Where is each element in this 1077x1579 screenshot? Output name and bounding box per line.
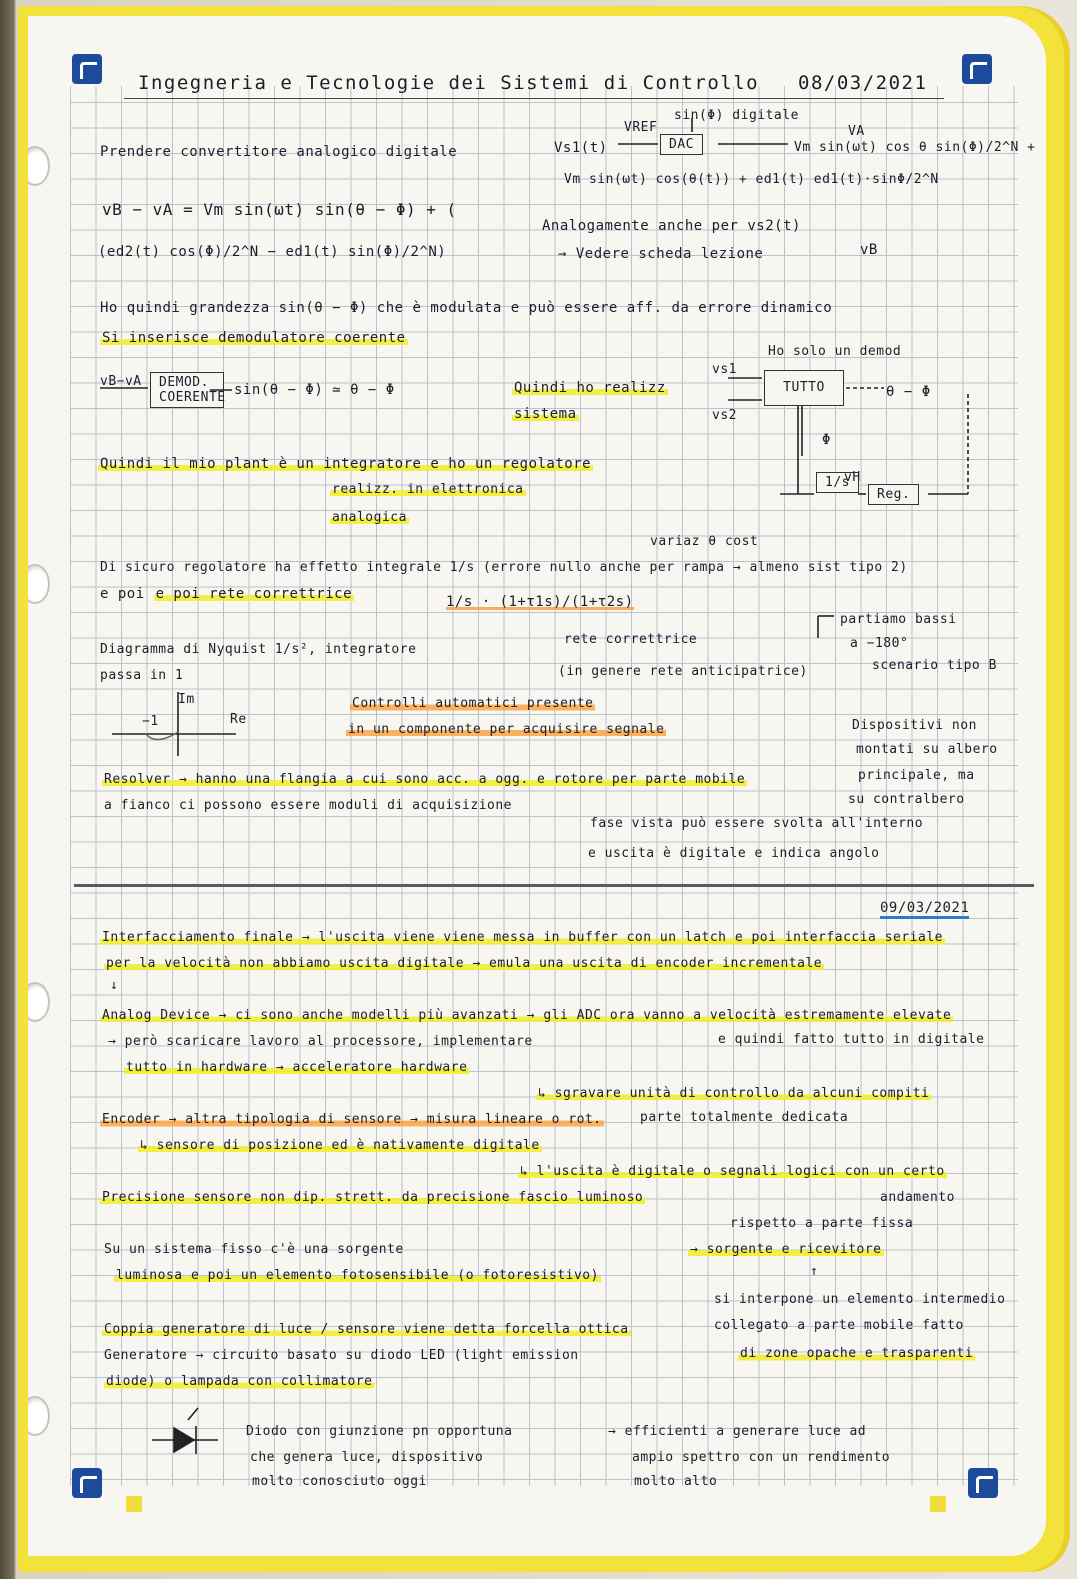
- note-line: Generatore → circuito basato su diodo LED (light emission: [104, 1348, 579, 1363]
- highlighted-text: Quindi ho realizz: [514, 380, 666, 396]
- diode-icon: [188, 1408, 198, 1420]
- highlighted-text: realizz. in elettronica: [332, 482, 524, 497]
- axis-re-label: Re: [230, 712, 247, 727]
- note-line: ampio spettro con un rendimento: [632, 1450, 891, 1465]
- axis-im-label: Im: [178, 692, 195, 707]
- vs2-label: vs2: [712, 408, 737, 423]
- page-title: Ingegneria e Tecnologie dei Sistemi di Controllo: [138, 72, 760, 94]
- note-line: andamento: [880, 1190, 955, 1205]
- highlighted-text: di zone opache e trasparenti: [740, 1346, 974, 1361]
- highlighted-text: analogica: [332, 510, 407, 525]
- demod-input: vB−vA: [100, 374, 142, 389]
- highlighted-text: Analog Device → ci sono anche modelli più avanzati → gli ADC ora vanno a velocità estremamente elevate: [102, 1008, 952, 1023]
- highlighted-text: luminosa e poi un elemento fotosensibile (o fotoresistivo): [116, 1268, 599, 1283]
- note-line: e quindi fatto tutto in digitale: [718, 1032, 985, 1047]
- transfer-function: 1/s · (1+τ1s)/(1+τ2s): [446, 594, 634, 610]
- diode-icon: [174, 1428, 194, 1452]
- dac-output: Vm sin(ωt) cos θ sin(Φ)/2^N +: [794, 140, 1036, 155]
- note-line: rispetto a parte fissa: [730, 1216, 914, 1231]
- note-line: partiamo bassi: [840, 612, 957, 627]
- integrator-block: 1/s: [816, 472, 859, 493]
- demod-block: DEMOD. COERENTE: [150, 372, 224, 408]
- note-line: molto conosciuto oggi: [252, 1474, 427, 1489]
- tutto-block: TUTTO: [764, 370, 844, 406]
- arrow-up: ↑: [810, 1264, 819, 1279]
- note-line: rete correttrice: [564, 632, 698, 647]
- regulator-block: Reg.: [868, 484, 919, 505]
- block-diagram-caption: Ho solo un demod: [768, 344, 902, 359]
- note-line: a fianco ci possono essere moduli di acquisizione: [104, 798, 513, 813]
- note-line: scenario tipo B: [872, 658, 997, 673]
- note-line: Analogamente anche per vs2(t): [542, 218, 801, 234]
- note-line: Di sicuro regolatore ha effetto integrale 1/s (errore nullo anche per rampa → almeno sist tipo 2): [100, 560, 908, 575]
- highlighted-text: Encoder → altra tipologia di sensore → misura lineare o rot.: [102, 1112, 602, 1127]
- equation: vB − vA = Vm sin(ωt) sin(θ − Φ) + (: [102, 200, 457, 219]
- note-line: Su un sistema fisso c'è una sorgente: [104, 1242, 404, 1257]
- highlighted-text: e poi rete correttrice: [155, 586, 353, 602]
- note-line: passa in 1: [100, 668, 184, 683]
- highlighted-text: ↳ l'uscita è digitale o segnali logici con un certo: [520, 1164, 945, 1179]
- vh-label: vH: [844, 470, 861, 485]
- vs1-label: vs1: [712, 362, 737, 377]
- note-line: (in genere rete anticipatrice): [558, 664, 808, 679]
- note-line: Prendere convertitore analogico digitale: [100, 144, 458, 160]
- note-line: su contralbero: [848, 792, 965, 807]
- note-line: → Vedere scheda lezione: [558, 246, 764, 262]
- nyquist-curve: [146, 732, 178, 740]
- highlighted-text: Controlli automatici presente: [352, 696, 594, 711]
- highlighted-text: Interfacciamento finale → l'uscita viene viene messa in buffer con un latch e poi interfaccia seriale: [102, 930, 943, 945]
- dac-output-line2: Vm sin(ωt) cos(θ(t)) + ed1(t) ed1(t)·sinΦ/2^N: [564, 172, 939, 187]
- note-line: → efficienti a generare luce ad: [608, 1424, 867, 1439]
- note-line: Diodo con giunzione pn opportuna: [246, 1424, 513, 1439]
- vb-label: vB: [860, 242, 878, 258]
- arrow-down: ↓: [110, 978, 119, 993]
- highlighted-text: Resolver → hanno una flangia a cui sono acc. a ogg. e rotore per parte mobile: [104, 772, 746, 787]
- note-line: che genera luce, dispositivo: [250, 1450, 484, 1465]
- dac-digital-input: sin(Φ) digitale: [674, 108, 799, 123]
- dac-va-label: VA: [848, 124, 865, 139]
- note-line: a −180°: [850, 636, 909, 651]
- highlighted-text: Precisione sensore non dip. strett. da precisione fascio luminoso: [102, 1190, 644, 1205]
- highlighted-text: ↳ sgravare unità di controllo da alcuni compiti: [538, 1086, 930, 1101]
- note-line: montati su albero: [856, 742, 998, 757]
- notebook-page: Ingegneria e Tecnologie dei Sistemi di Controllo 08/03/2021 Prendere convertitore analogico digitale VREF sin(Φ) digitale DAC Vs1(t) Vm sin(ωt) cos θ sin(Φ)/2^N + VA Vm sin(ωt) cos(θ(t)) + ed1(t) ed1(t)·sinΦ/2^N vB − vA = Vm sin(ωt) sin(θ − Φ) + ( (ed2(t) cos(Φ)/2^N − ed1(t) sin(Φ)/2^N) Analogamente anche per vs2(t) → Vedere scheda lezione vB Ho quindi grandezza sin(θ − Φ) che è modulata e può essere aff. da errore dinamico Si inserisce demodulatore coerente vB−vA DEMOD. COERENTE sin(θ − Φ) ≃ θ − Φ Quindi ho realizz sistema Ho solo un demod vs1 vs2 TUTTO θ − Φ Φ 1/s vH Reg. Quindi il mio plant è un integratore e ho un regolatore realizz. in elettronica analogica variaz θ cost Di sicuro regolatore ha effetto integrale 1/s (errore nullo anche per rampa → almeno sist tipo 2) e poi e poi rete correttrice 1/s · (1+τ1s)/(1+τ2s) Diagramma di Nyquist 1/s², integratore rete correttrice passa in 1 partiamo bassi a −180° scenario tipo B (in genere rete anticipatrice) Im Re −1 Controlli automatici presente in un componente per acquisire segnale Dispositivi non montati su albero principale, ma su contralbero Resolver → hanno una flangia a cui sono acc. a ogg. e rotore per parte mobile a fianco ci possono essere moduli di acquisizione fase vista può essere svolta all'interno e uscita è digitale e indica angolo 09/03/2021 Interfacciamento finale → l'uscita viene viene messa in buffer con un latch e poi interfaccia seriale per la velocità non abbiamo uscita digitale → emula una uscita di encoder incrementale ↓ Analog Device → ci sono anche modelli più avanzati → gli ADC ora vanno a velocità estremamente elevate → però scaricare lavoro al processore, implementare e quindi fatto tutto in digitale tutto in hardware → acceleratore hardware ↳ sgravare unità di controllo da alcuni compiti Encoder → altra tipologia di sensore → misura lineare o rot. parte totalmente dedicata ↳ sensore di posizione ed è nativamente digitale ↳ l'uscita è digitale o segnali logici con un certo Precisione sensore non dip. strett. da precisione fascio luminoso andamento rispetto a parte fissa Su un sistema fisso c'è una sorgente luminosa e poi un elemento fotosensibile (o fotoresistivo) → sorgente e ricevitore ↑ si interpone un elemento intermedio collegato a parte mobile fatto di zone opache e trasparenti Coppia generatore di luce / sensore viene detta forcella ottica Generatore → circuito basato su diodo LED (light emission diode) o lampada con collimatore Diodo con giunzione pn opportuna che genera luce, dispositivo molto conosciuto oggi → efficienti a generare luce ad ampio spettro con un rendimento molto alto: [28, 16, 1046, 1556]
- tutto-output: θ − Φ: [886, 384, 931, 400]
- section-date: 09/03/2021: [880, 900, 969, 919]
- highlighted-text: ↳ sensore di posizione ed è nativamente digitale: [140, 1138, 540, 1153]
- note-line: variaz θ cost: [650, 534, 759, 549]
- highlighted-text: Si inserisce demodulatore coerente: [102, 330, 406, 346]
- highlighted-text: per la velocità non abbiamo uscita digitale → emula una uscita di encoder incrementale: [106, 956, 823, 971]
- note-line: Ho quindi grandezza sin(θ − Φ) che è modulata e può essere aff. da errore dinamico: [100, 300, 833, 316]
- note-line: → però scaricare lavoro al processore, implementare: [108, 1034, 533, 1049]
- highlighted-text: Quindi il mio plant è un integratore e ho un regolatore: [100, 456, 592, 472]
- highlighted-text: sistema: [514, 406, 577, 422]
- highlighted-text: tutto in hardware → acceleratore hardware: [126, 1060, 468, 1075]
- highlighted-text: → sorgente e ricevitore: [690, 1242, 882, 1257]
- sketch-layer: [28, 16, 1046, 1556]
- dac-input-signal: Vs1(t): [554, 140, 608, 156]
- note-line: Diagramma di Nyquist 1/s², integratore: [100, 642, 417, 657]
- dac-vref: VREF: [624, 120, 658, 135]
- dac-block: DAC: [660, 134, 703, 155]
- note-line: principale, ma: [858, 768, 975, 783]
- note-line: molto alto: [634, 1474, 718, 1489]
- note-line: collegato a parte mobile fatto: [714, 1318, 964, 1333]
- page-date: 08/03/2021: [798, 72, 928, 94]
- note-line: fase vista può essere svolta all'interno: [590, 816, 924, 831]
- note-line: Dispositivi non: [852, 718, 977, 733]
- highlighted-text: diode) o lampada con collimatore: [106, 1374, 373, 1389]
- highlighted-text: Coppia generatore di luce / sensore viene detta forcella ottica: [104, 1322, 629, 1337]
- note-line: e uscita è digitale e indica angolo: [588, 846, 880, 861]
- axis-minus-one: −1: [142, 714, 159, 729]
- note-line: parte totalmente dedicata: [640, 1110, 849, 1125]
- demod-output: sin(θ − Φ) ≃ θ − Φ: [234, 382, 395, 398]
- highlighted-text: in un componente per acquisire segnale: [348, 722, 665, 737]
- equation-error-terms: (ed2(t) cos(Φ)/2^N − ed1(t) sin(Φ)/2^N): [98, 244, 447, 260]
- note-line: si interpone un elemento intermedio: [714, 1292, 1006, 1307]
- phi-label: Φ: [822, 432, 831, 448]
